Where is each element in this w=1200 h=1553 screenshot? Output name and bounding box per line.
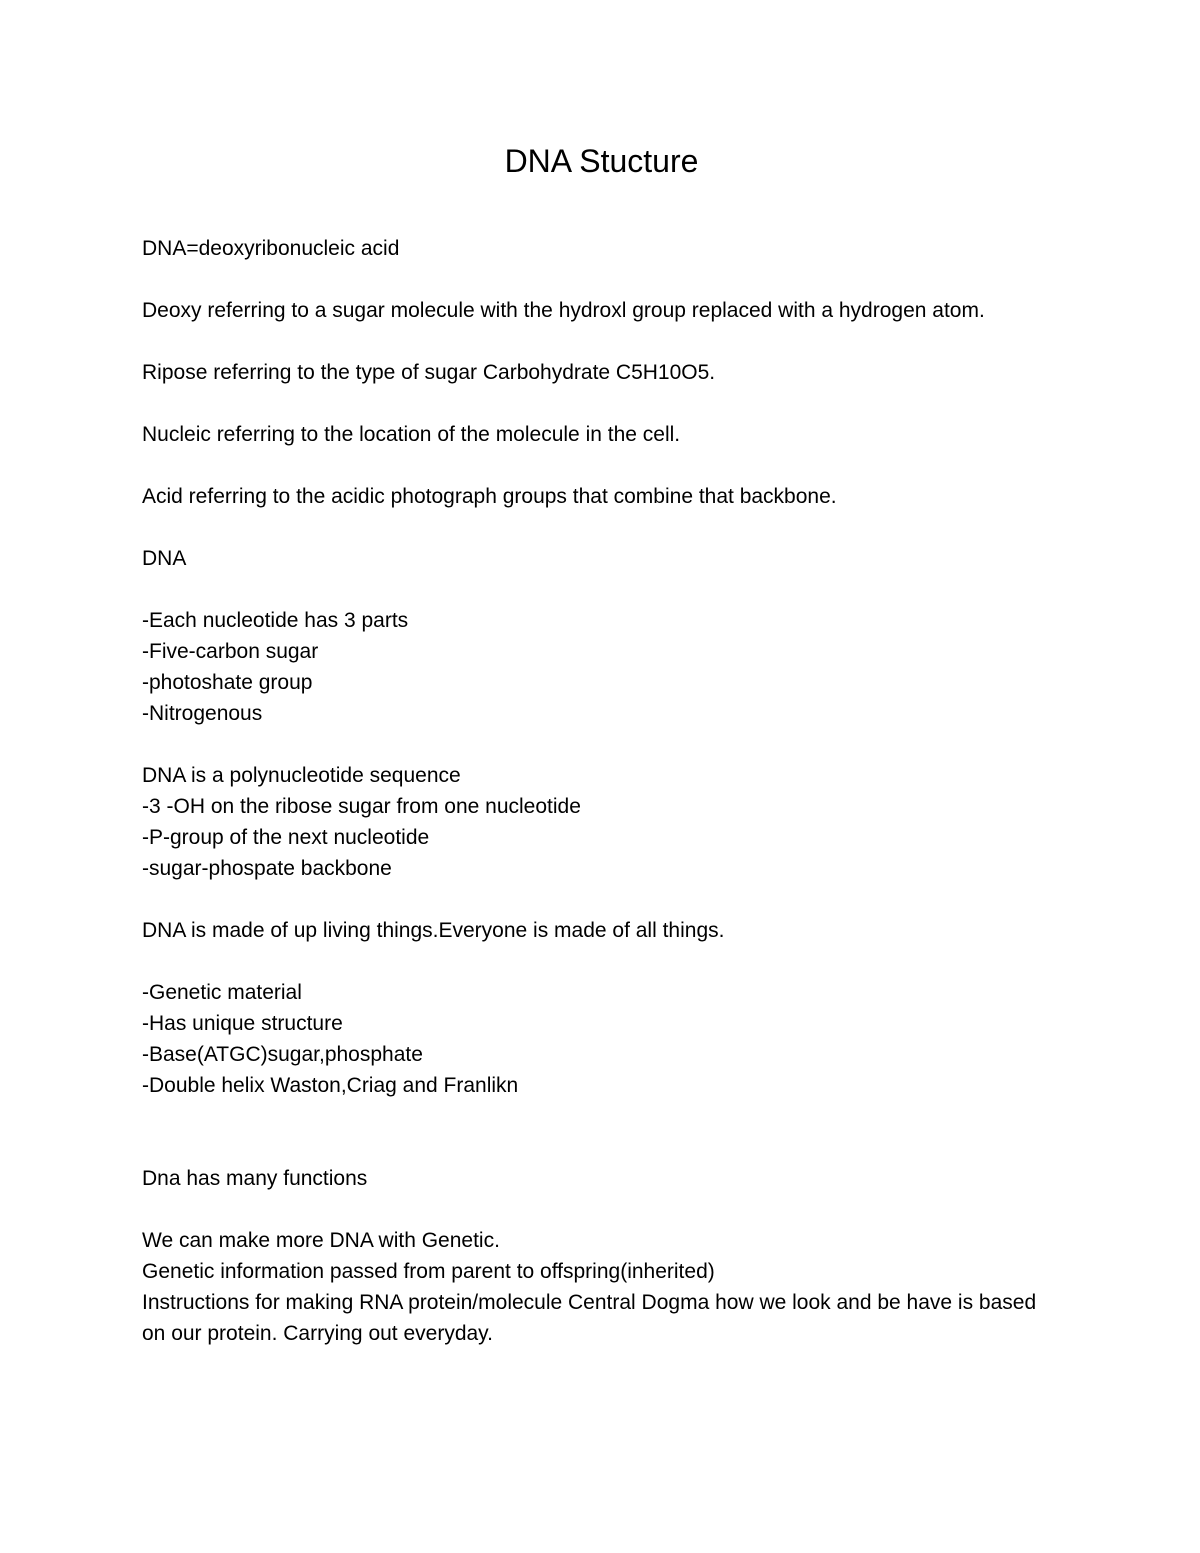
genetic-material-list	[142, 977, 1062, 1101]
paragraph-ripose: Ripose referring to the type of sugar Carbohydrate C5H10O5.	[142, 361, 716, 384]
list-item: -Base(ATGC)sugar,phosphate	[142, 1043, 423, 1066]
paragraph-living-things: DNA is made of up living things.Everyone is made of all things.	[142, 919, 725, 942]
list-item: We can make more DNA with Genetic.	[142, 1229, 500, 1252]
document-body	[142, 233, 1062, 1380]
list-item: -photoshate group	[142, 671, 313, 694]
functions-list	[142, 1225, 1062, 1349]
list-item: Instructions for making RNA protein/molecule Central Dogma how we look and be have is based on our protein. Carrying out everyday.	[142, 1291, 1037, 1345]
list-item: -Five-carbon sugar	[142, 640, 319, 663]
list-item: -Has unique structure	[142, 1012, 343, 1035]
paragraph-functions: Dna has many functions	[142, 1167, 368, 1190]
list-item: -P-group of the next nucleotide	[142, 826, 430, 849]
list-item: -Nitrogenous	[142, 702, 263, 725]
paragraph-definition: DNA=deoxyribonucleic acid	[142, 237, 400, 260]
list-item: -Genetic material	[142, 981, 302, 1004]
paragraph-nucleic: Nucleic referring to the location of the molecule in the cell.	[142, 423, 681, 446]
nucleotide-parts-list	[142, 605, 1062, 729]
polynucleotide-list	[142, 760, 1062, 884]
paragraph-dna-heading: DNA	[142, 547, 187, 570]
list-item: DNA is a polynucleotide sequence	[142, 764, 461, 787]
list-item: Genetic information passed from parent to offspring(inherited)	[142, 1260, 715, 1283]
page-title: DNA Stucture	[504, 143, 699, 179]
list-item: -Double helix Waston,Criag and Franlikn	[142, 1074, 519, 1097]
list-item: -sugar-phospate backbone	[142, 857, 392, 880]
paragraph-deoxy: Deoxy referring to a sugar molecule with the hydroxl group replaced with a hydrogen atom.	[142, 299, 985, 322]
list-item: -3 -OH on the ribose sugar from one nucleotide	[142, 795, 581, 818]
paragraph-acid: Acid referring to the acidic photograph groups that combine that backbone.	[142, 485, 837, 508]
list-item: -Each nucleotide has 3 parts	[142, 609, 409, 632]
